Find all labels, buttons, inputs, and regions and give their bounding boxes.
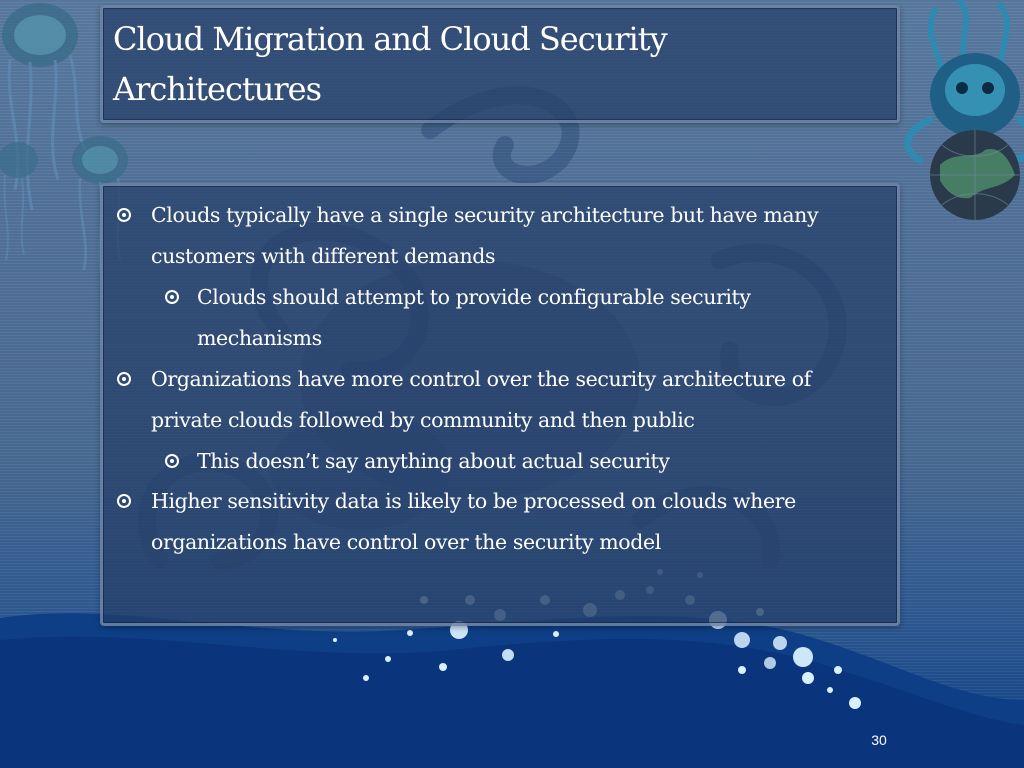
bullet-text: Clouds typically have a single security architecture but have many customers with different demands <box>151 203 819 268</box>
circled-dot-bullet-icon <box>117 208 131 222</box>
bullet-text: This doesn’t say anything about actual security <box>197 449 670 473</box>
sub-bullet-item <box>197 441 837 482</box>
octopus-on-globe-icon <box>908 0 1024 220</box>
bullet-text: Higher sensitivity data is likely to be processed on clouds where organizations have control over the security model <box>151 489 796 554</box>
circled-dot-bullet-icon <box>117 372 131 386</box>
bullet-text: Organizations have more control over the security architecture of private clouds followed by community and then public <box>151 367 811 432</box>
slide-number: 30 <box>871 732 887 748</box>
circled-dot-bullet-icon <box>165 454 179 468</box>
bullet-item <box>151 481 871 563</box>
circled-dot-bullet-icon <box>117 494 131 508</box>
slide-title: Cloud Migration and Cloud Security Architectures <box>113 20 667 108</box>
bullet-item <box>151 195 871 277</box>
bullet-text: Clouds should attempt to provide configurable security mechanisms <box>197 285 751 350</box>
sub-bullet-item <box>197 277 837 359</box>
bullet-item <box>151 359 871 441</box>
circled-dot-bullet-icon <box>165 290 179 304</box>
